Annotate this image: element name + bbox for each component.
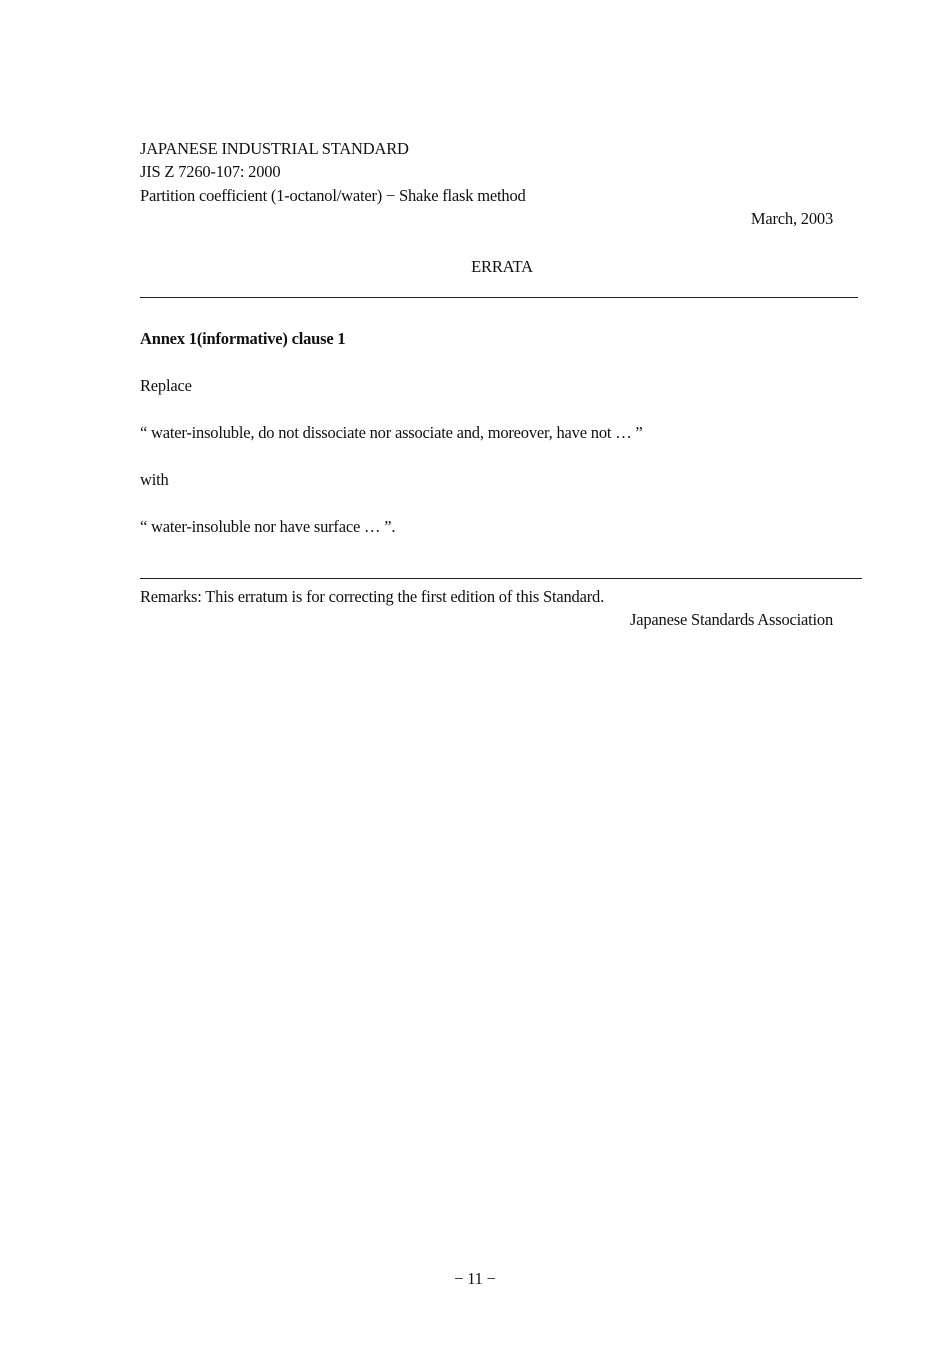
old-text: “ water-insoluble, do not dissociate nor associate and, moreover, have not … ” bbox=[140, 423, 643, 442]
top-divider bbox=[140, 297, 858, 298]
errata-date: March, 2003 bbox=[750, 209, 833, 228]
standard-title: Partition coefficient (1-octanol/water) − Shake flask method bbox=[140, 186, 526, 205]
replace-label: Replace bbox=[140, 376, 192, 395]
new-text: “ water-insoluble nor have surface … ”. bbox=[140, 517, 396, 536]
errata-heading: ERRATA bbox=[471, 257, 533, 276]
with-label: with bbox=[140, 470, 169, 489]
remarks: Remarks: This erratum is for correcting the first edition of this Standard. bbox=[140, 587, 604, 606]
org-name: JAPANESE INDUSTRIAL STANDARD bbox=[140, 139, 409, 158]
clause-reference: Annex 1(informative) clause 1 bbox=[140, 329, 346, 348]
bottom-divider bbox=[140, 578, 862, 579]
page-number: − 11 − bbox=[454, 1269, 496, 1288]
standard-number: JIS Z 7260-107: 2000 bbox=[140, 162, 281, 181]
issuer: Japanese Standards Association bbox=[630, 610, 833, 629]
